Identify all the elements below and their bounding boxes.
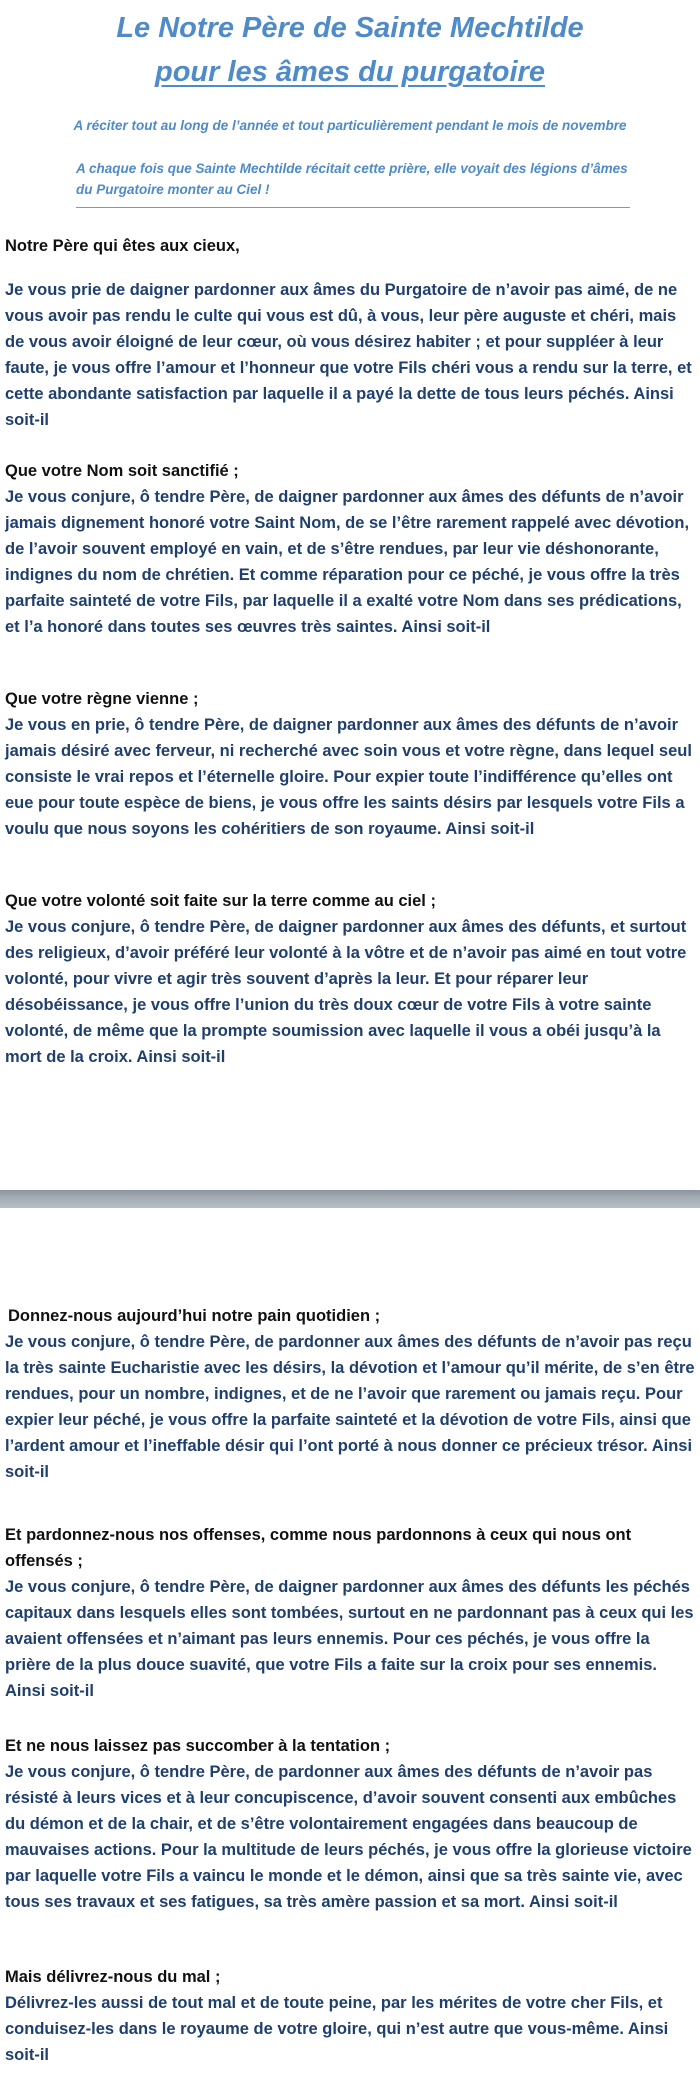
section-heading-2: Que votre Nom soit sanctifié ;: [5, 462, 239, 480]
intro-divider: [76, 207, 630, 208]
section-heading-7: Et ne nous laissez pas succomber à la tentation ;: [5, 1737, 391, 1755]
intro-note: A chaque fois que Sainte Mechtilde récitait cette prière, elle voyait des légions d’âmes du Purgatoire monter au Ciel !: [76, 161, 628, 197]
section-text-1: Je vous prie de daigner pardonner aux âmes du Purgatoire de n’avoir pas aimé, de ne vous avoir pas rendu le culte qui vous est dû, à vous, leur père auguste et chéri, mais de vous avoir éloigné de leur cœur, où vous désirez habiter ; et pour suppléer à leur faute, je vous offre l’amour et l’honneur que votre Fils chéri vous a rendu sur la terre, et cette abondante satisfaction par laquelle il a payé la dette de tous leurs péchés. Ainsi soit-il: [5, 281, 692, 429]
section-heading-8: Mais délivrez-nous du mal ;: [5, 1968, 221, 1986]
section-heading-5: Donnez-nous aujourd’hui notre pain quotidien ;: [8, 1307, 381, 1325]
section-heading-4: Que votre volonté soit faite sur la terre comme au ciel ;: [5, 892, 436, 910]
section-heading-6: Et pardonnez-nous nos offenses, comme nous pardonnons à ceux qui nous ont offensés ;: [5, 1526, 632, 1570]
section-text-4: Je vous conjure, ô tendre Père, de daigner pardonner aux âmes des défunts, et surtout des religieux, d’avoir préféré leur volonté à la vôtre et de n’avoir pas aimé en tout votre volonté, pour vivre et agir très souvent d’après la leur. Et pour réparer leur désobéissance, je vous offre l’union du très doux cœur de votre Fils à votre sainte volonté, de même que la prompte soumission avec laquelle il vous a obéi jusqu’à la mort de la croix. Ainsi soit-il: [5, 918, 687, 1066]
section-text-7: Je vous conjure, ô tendre Père, de pardonner aux âmes des défunts de n’avoir pas résisté à leurs vices et à leur concupiscence, d’avoir souvent consenti aux embûches du démon et de la chair, et de s’être volontairement engagées dans beaucoup de mauvaises actions. Pour la multitude de leurs péchés, je vous offre la glorieuse victoire par laquelle votre Fils a vaincu le monde et le démon, ainsi que sa très sainte vie, avec tous ses travaux et ses fatigues, sa très amère passion et sa mort. Ainsi soit-il: [5, 1763, 692, 1911]
section-heading-3: Que votre règne vienne ;: [5, 690, 199, 708]
subtitle: A réciter tout au long de l’année et tout particulièrement pendant le mois de novembre: [73, 118, 627, 133]
section-text-8: Délivrez-les aussi de tout mal et de toute peine, par les mérites de votre cher Fils, et conduisez-les dans le royaume de votre gloire, qui n’est autre que vous-même. Ainsi soit-il: [5, 1994, 669, 2064]
section-text-3: Je vous en prie, ô tendre Père, de daigner pardonner aux âmes des défunts de n’avoir jamais désiré avec ferveur, ni recherché avec soin vous et votre règne, dans lequel seul consiste le vrai repos et l’éternelle gloire. Pour expier toute l’indifférence qu’elles ont eue pour toute espèce de biens, je vous offre les saints désirs par lesquels votre Fils a voulu que nous soyons les cohéritiers de son royaume. Ainsi soit-il: [5, 716, 692, 838]
title-line-2: pour les âmes du purgatoire: [155, 56, 545, 88]
document-page-2: [0, 1208, 700, 2099]
section-text-6: Je vous conjure, ô tendre Père, de daigner pardonner aux âmes des défunts les péchés capitaux dans lesquels elles sont tombées, surtout en ne pardonnant pas à ceux qui les avaient offensées et n’aimant pas leurs ennemis. Pour ces péchés, je vous offre la prière de la plus douce suavité, que votre Fils a faite sur la croix pour ses ennemis. Ainsi soit-il: [5, 1578, 694, 1700]
page-separator: [0, 1190, 700, 1208]
section-heading-1: Notre Père qui êtes aux cieux,: [5, 237, 240, 255]
title-line-1: Le Notre Père de Sainte Mechtilde: [116, 12, 584, 44]
section-text-2: Je vous conjure, ô tendre Père, de daigner pardonner aux âmes des défunts de n’avoir jamais dignement honoré votre Saint Nom, de se l’être rarement rappelé avec dévotion, de l’avoir souvent employé en vain, et de s’être rendues, par leur vie déshonorante, indignes du nom de chrétien. Et comme réparation pour ce péché, je vous offre la très parfaite sainteté de votre Fils, par laquelle il a exalté votre Nom dans ses prédications, et l’a honoré dans toutes ses œuvres très saintes. Ainsi soit-il: [5, 488, 690, 636]
section-text-5: Je vous conjure, ô tendre Père, de pardonner aux âmes des défunts de n’avoir pas reçu la très sainte Eucharistie avec les désirs, la dévotion et l’amour qu’il mérite, de s’en être rendues, pour un nombre, indignes, et de ne l’avoir que rarement ou jamais reçu. Pour expier leur péché, je vous offre la parfaite sainteté et la dévotion de votre Fils, ainsi que l’ardent amour et l’ineffable désir qui l’ont porté à nous donner ce précieux trésor. Ainsi soit-il: [5, 1333, 695, 1481]
